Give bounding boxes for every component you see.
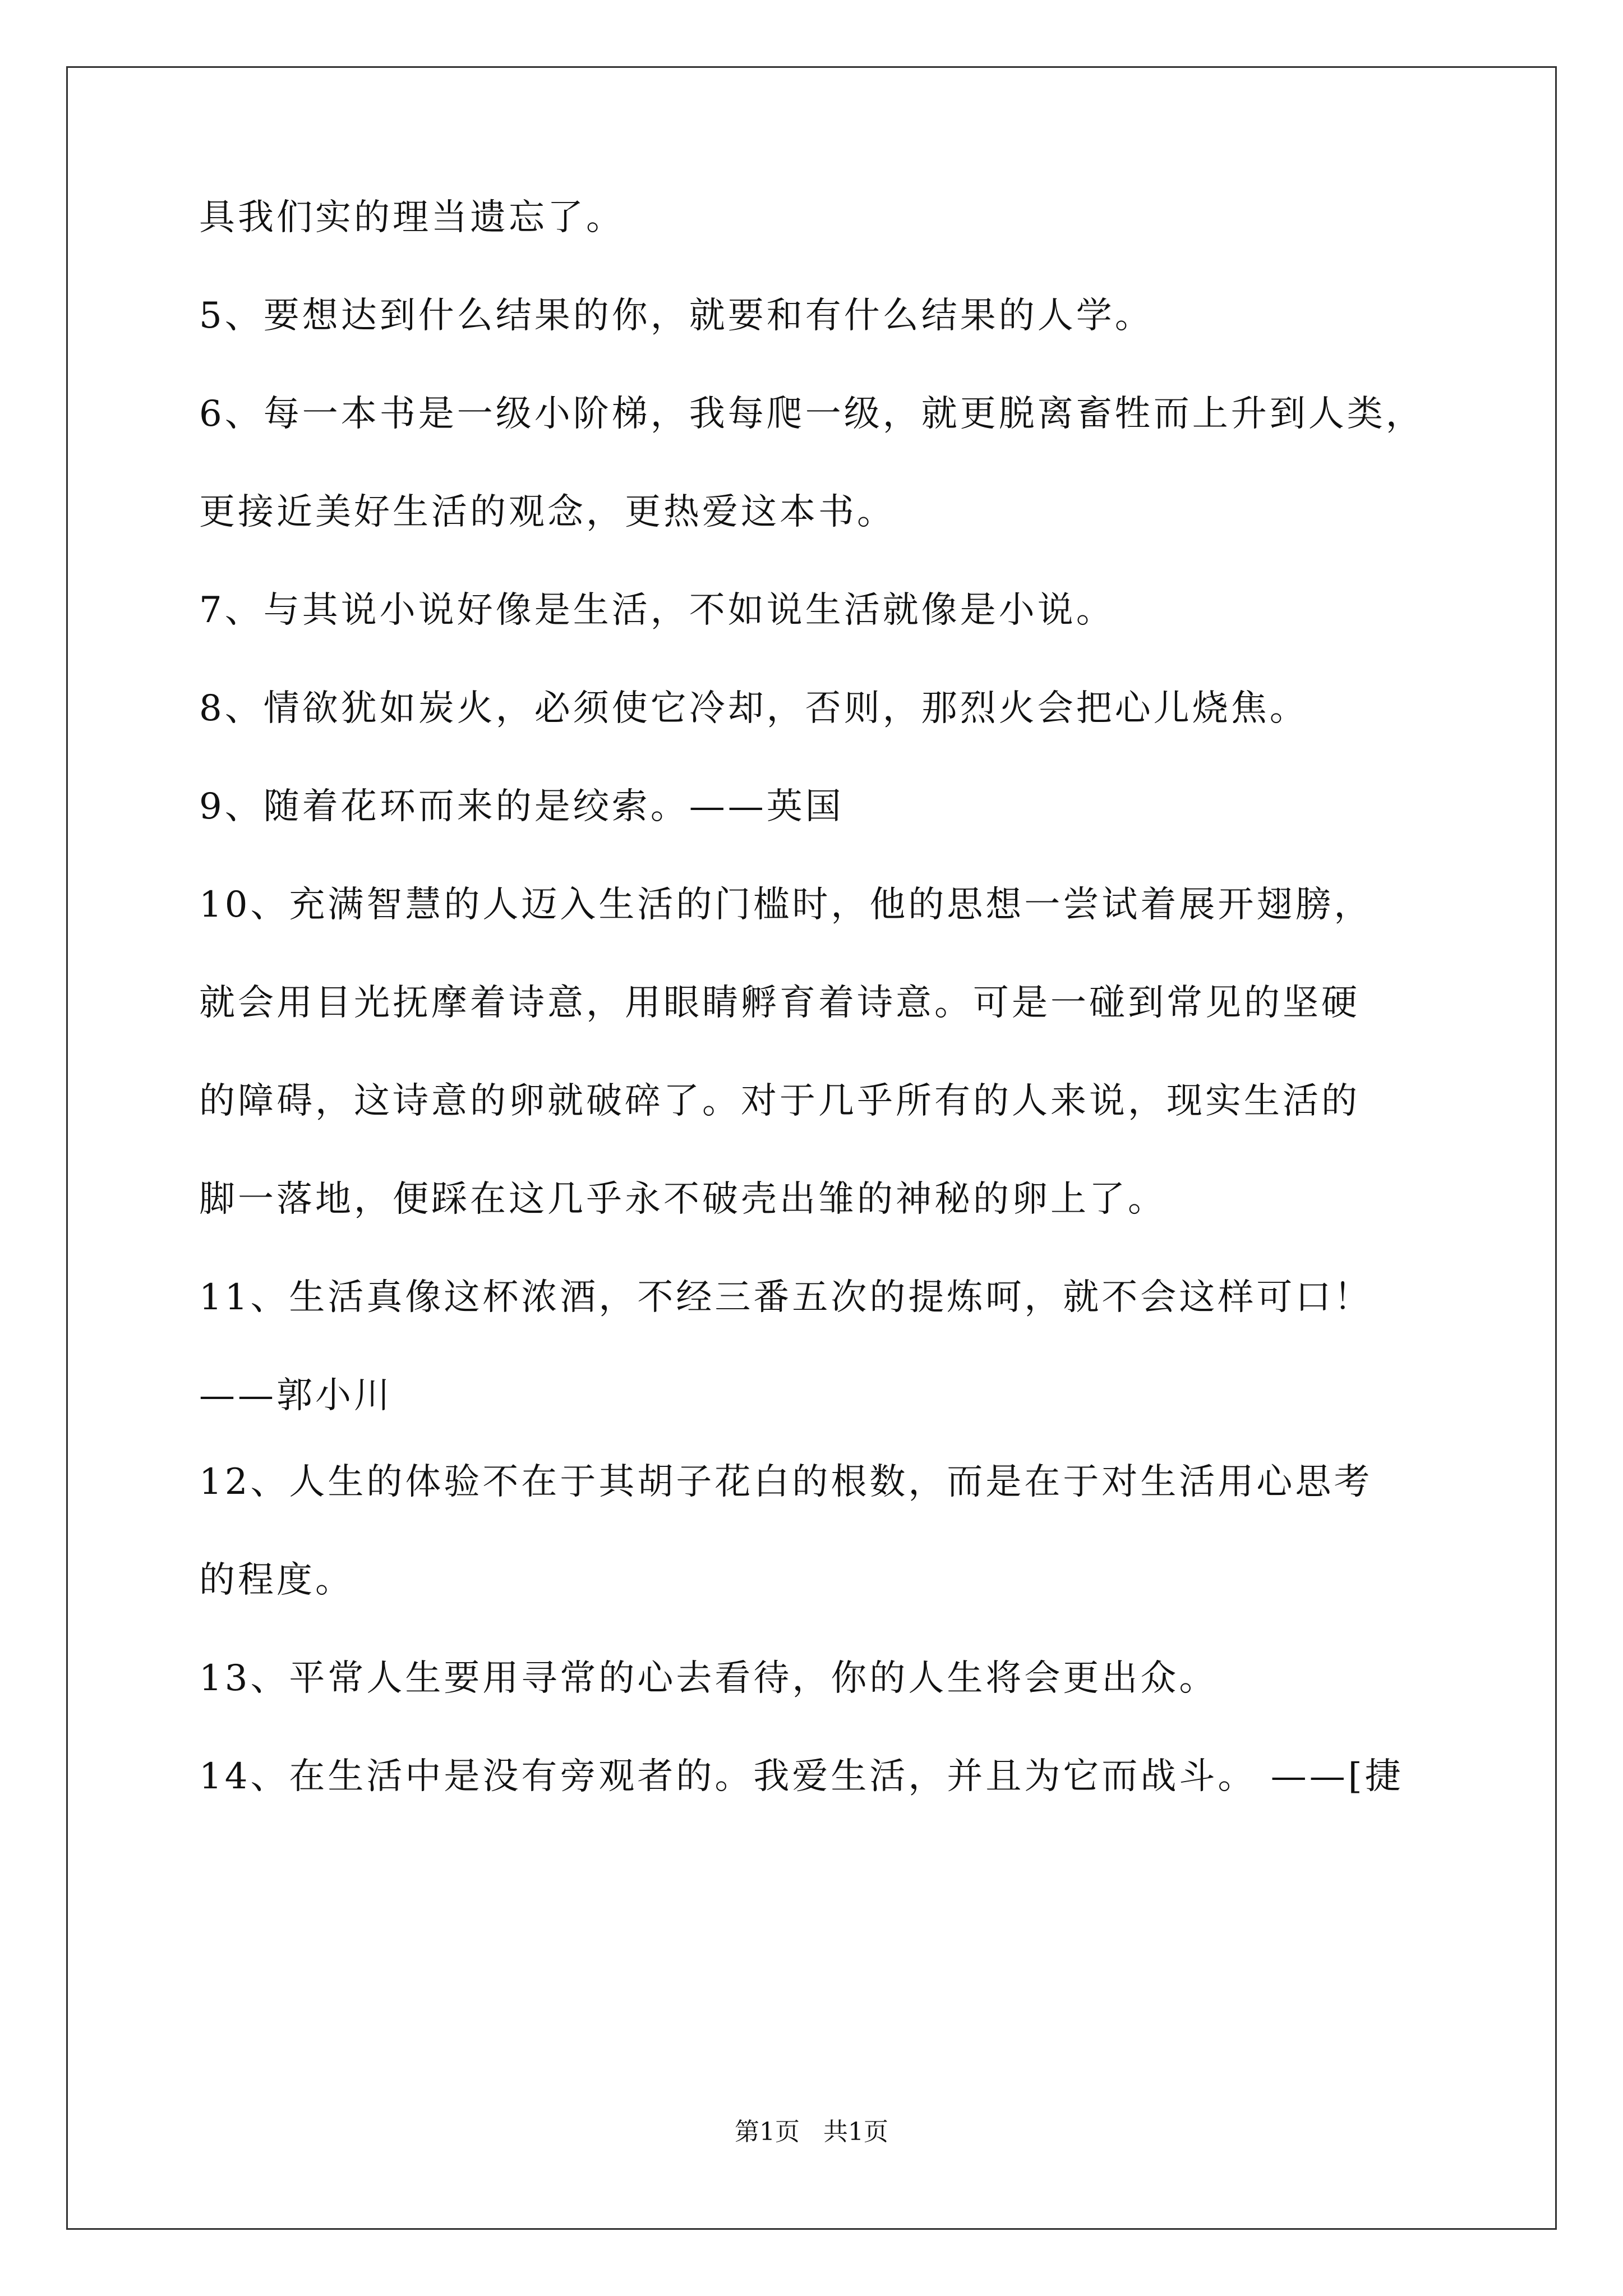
- text-line: 6、每一本书是一级小阶梯，我每爬一级，就更脱离畜牲而上升到人类，: [199, 393, 1424, 435]
- text-line: 12、人生的体验不在于其胡子花白的根数，而是在于对生活用心思考: [199, 1461, 1373, 1503]
- text-line: 具我们实的理当遗忘了。: [199, 197, 625, 238]
- text-line: 5、要想达到什么结果的你，就要和有什么结果的人学。: [199, 295, 1154, 337]
- text-line: 14、在生活中是没有旁观者的。我爱生活，并且为它而战斗。 ——[捷: [199, 1756, 1404, 1797]
- text-line: 的障碍，这诗意的卵就破碎了。对于几乎所有的人来说，现实生活的: [199, 1080, 1360, 1122]
- text-line: 7、与其说小说好像是生活，不如说生活就像是小说。: [199, 590, 1115, 631]
- text-line: 脚一落地，便踩在这几乎永不破壳出雏的神秘的卵上了。: [199, 1179, 1166, 1220]
- text-line: 就会用目光抚摩着诗意，用眼睛孵育着诗意。可是一碰到常见的坚硬: [199, 982, 1360, 1024]
- text-line: 的程度。: [199, 1559, 354, 1601]
- text-line: 11、生活真像这杯浓酒，不经三番五次的提炼呵，就不会这样可口！: [199, 1277, 1373, 1318]
- text-line: 更接近美好生活的观念，更热爱这本书。: [199, 491, 896, 533]
- text-line: 9、随着花环而来的是绞索。——英国: [199, 786, 844, 827]
- text-line: 8、情欲犹如炭火，必须使它冷却，否则，那烈火会把心儿烧焦。: [199, 688, 1308, 729]
- text-line: 13、平常人生要用寻常的心去看待，你的人生将会更出众。: [199, 1658, 1218, 1699]
- text-line: ——郭小川: [199, 1375, 393, 1416]
- page-number-footer: 第1页 共1页: [735, 2118, 888, 2146]
- document-body: [199, 196, 1444, 1853]
- text-line: 10、充满智慧的人迈入生活的门槛时，他的思想一尝试着展开翅膀，: [199, 884, 1373, 926]
